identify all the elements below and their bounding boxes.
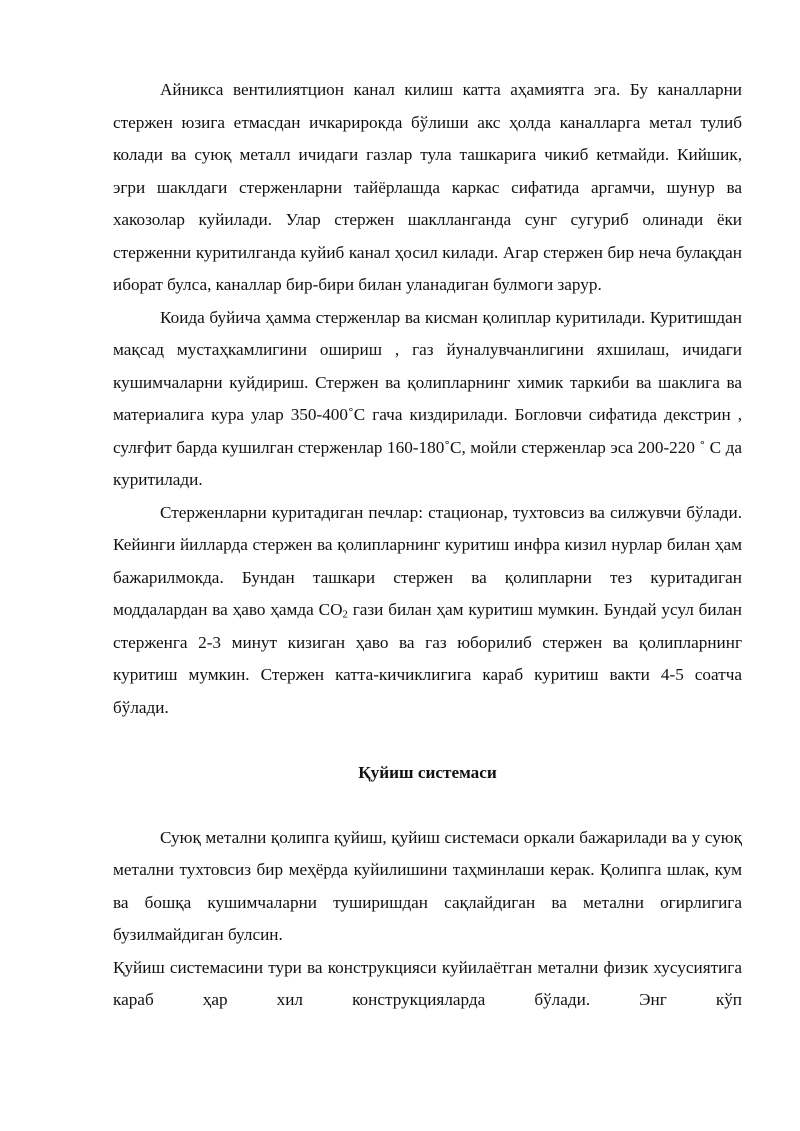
document-body	[113, 74, 742, 1017]
paragraph-drying-furnaces-part1: Стерженларни куритадиган печлар: стационар, тухтовсиз ва силжувчи бўлади. Кейинги йилларда стержен ва қолипларнинг куритиш инфра кизил нурлар билан ҳам бажарилмокда. Бундан ташкари стержен ва қолипларни тез куритадиган моддалардан ва ҳаво ҳамда СО	[113, 502, 742, 619]
paragraph-drying-furnaces	[113, 497, 742, 725]
spacer	[113, 724, 742, 757]
paragraph-drying-rules: Коида буйича ҳамма стерженлар ва кисман қолиплар куритилади. Куритишдан мақсад мустаҳкамлигини ошириш , газ йуналувчанлигини яхшилаш, ичидаги кушимчаларни куйдириш. Стержен ва қолипларнинг химик таркиби ва шаклига ва материалига кура улар 350-400˚С гача киздирилади. Богловчи сифатида декстрин , сулғфит барда кушилган стерженлар 160-180˚С, мойли стерженлар эса 200-220 ˚ С да куритилади.	[113, 307, 742, 489]
section-heading: Қуйиш системаси	[358, 762, 497, 782]
paragraph-ventilation-channel: Айникса вентилиятцион канал килиш катта аҳамиятга эга. Бу каналларни стержен юзига етмасдан ичкарирокда бўлиши акс ҳолда каналларга метал тулиб колади ва суюқ металл ичидаги газлар тула ташкарига чикиб кетмайди. Кийшик, эгри шаклдаги стерженларни тайёрлашда каркас сифатида аргамчи, шунур ва хакозолар куйилади. Улар стержен шаклланганда сунг сугуриб олинади ёки стерженни куритилганда куйиб канал ҳосил килади. Агар стержен бир неча булақдан иборат булса, каналлар бир-бири билан уланадиган булмоги зарур.	[113, 80, 742, 294]
co2-subscript: 2	[342, 609, 348, 621]
paragraph-pouring-system: Суюқ метални қолипга қуйиш, қуйиш системаси оркали бажарилади ва у суюқ метални тухтовсиз бир меҳёрда куйилишини таҳминлаши керак. Қолипга шлак, кум ва бошқа кушимчаларни туширишдан сақлайдиган ва метални огирлигига бузилмайдиган булсин.	[113, 827, 742, 944]
spacer	[113, 789, 742, 822]
paragraph-pouring-types: Қуйиш системасини тури ва конструкцияси куйилаётган метални физик хусусиятига караб ҳар хил конструкцияларда бўлади. Энг кўп	[113, 957, 742, 1009]
paragraph-drying-furnaces-part2: гази билан ҳам куритиш мумкин. Бундай усул билан стерженга 2-3 минут кизиган ҳаво ва газ юборилиб стержен ва қолипларнинг куритиш мумкин. Стержен катта-кичиклигига караб куритиш вакти 4-5 соатча бўлади.	[113, 600, 742, 717]
